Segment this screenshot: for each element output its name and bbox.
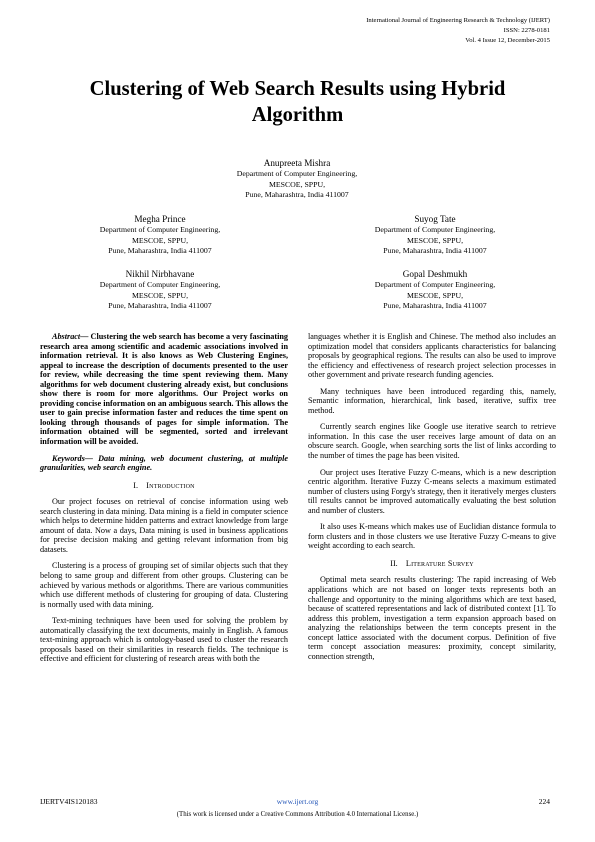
paragraph: Optimal meta search results clustering: The rapid increasing of Web applications which are not based on longer texts represents both an challenge and opportunity to the mining algorithms which are text based, because of scattered representations and lack of distributed context [1]. To address this problem, investigation a term expansion approach based on analyzing the relationships between the term concepts present in the concept lattice associated with the document corpus. Definition of five term concept association measures: proximity, concept similarity, connection strength, xyxy=(308,575,556,661)
paragraph: Text-mining techniques have been used for solving the problem by automatically classifying the text documents, mainly in English. A famous text-mining approach which is ontology-based used to cluster the research proposals based on their similarities in research fields. The technique is effective and efficient for clustering of research areas with both the xyxy=(40,616,288,664)
keywords-label: Keywords— xyxy=(52,453,93,463)
paragraph: Many techniques have been introduced regarding this, namely, Semantic information, hierarchical, link based, iterative, suffix tree method. xyxy=(308,386,556,415)
author-name: Megha Prince xyxy=(134,214,186,224)
paragraph: languages whether it is English and Chinese. The method also includes an optimization model that considers applicants characteristics for balancing proposals by geographical regions. The results can also be used to improve the efficiency and effectiveness of research project selection processes in other government and private research funding agencies. xyxy=(308,332,556,380)
author-dept: Department of Computer Engineering, xyxy=(374,225,496,234)
paragraph: Our project focuses on retrieval of concise information using web search clustering in data mining. Data mining is a field in computer science which helps to determine hidden patterns and extract knowledge from large amount of data. Now a days, Data mining is used in business applications for precise decision making and getting relevant information from big datasets. xyxy=(40,497,288,554)
author-dept: Department of Computer Engineering, xyxy=(236,169,358,178)
section-title: Introduction xyxy=(146,480,195,490)
author-name: Gopal Deshmukh xyxy=(402,269,468,279)
author-city: Pune, Maharashtra, India 411007 xyxy=(108,301,212,311)
author-city: Pune, Maharashtra, India 411007 xyxy=(383,246,487,256)
keywords xyxy=(40,454,288,473)
paragraph: Clustering is a process of grouping set of similar objects such that they belong to same group and different from other groups. Clustering can be achieved by various methods or algorithms. There are various communities which use different methods of clustering for grouping of data. Clustering is normally used with data mining. xyxy=(40,561,288,609)
author-college: MESCOE, SPPU, xyxy=(406,235,464,245)
license-note: (This work is licensed under a Creative Commons Attribution 4.0 International License.) xyxy=(176,811,419,818)
right-column xyxy=(308,332,556,661)
journal-url-link[interactable]: www.ijert.org xyxy=(276,797,319,806)
title-line-1: Clustering of Web Search Results using Hybrid xyxy=(89,78,506,100)
author-college: MESCOE, SPPU, xyxy=(131,290,189,300)
section-heading-introduction xyxy=(40,481,288,491)
author-college: MESCOE, SPPU, xyxy=(406,290,464,300)
author-dept: Department of Computer Engineering, xyxy=(99,225,221,234)
paragraph: Currently search engines like Google use iterative search to retrieve information. In this case the user receives large amount of data on an obscure search. Google, when searching sorts the list of links according to the number of times the page has been visited. xyxy=(308,422,556,461)
author-name: Nikhil Nirbhavane xyxy=(125,269,195,279)
section-number: II. xyxy=(390,558,398,568)
author-block-4 xyxy=(60,268,260,312)
page-number: 224 xyxy=(538,797,550,806)
paragraph: It also uses K-means which makes use of Euclidian distance formula to form clusters and in those clusters we use Iterative Fuzzy C-means to give weight according to each search. xyxy=(308,522,556,551)
author-college: MESCOE, SPPU, xyxy=(268,179,326,189)
author-block-1 xyxy=(197,157,397,201)
journal-name: International Journal of Engineering Research & Technology (IJERT) xyxy=(366,17,550,24)
title-line-2: Algorithm xyxy=(251,104,344,126)
author-dept: Department of Computer Engineering, xyxy=(374,280,496,289)
left-column xyxy=(40,332,288,664)
issn: ISSN: 2278-0181 xyxy=(503,27,550,34)
author-block-3 xyxy=(335,213,535,257)
author-name: Suyog Tate xyxy=(414,214,456,224)
author-block-2 xyxy=(60,213,260,257)
author-college: MESCOE, SPPU, xyxy=(131,235,189,245)
abstract-text: Clustering the web search has become a very fascinating research area among scientific and academic associations involved in information retrieval. It is also knows as Web Clustering Engines, appeal to increase the description of documents presented to the user for review, while decreasing the time spent reviewing them. Many algorithms for web document clustering already exist, but conclusions show there is room for more algorithms. Our Project works on providing concise information on an ambiguous search. This allows the user to gain precise information faster and reduces the time spent on looking through thousands of pages for simple information. The information obtained will be segmented, sorted and irrelevant information will be avoided. xyxy=(40,332,288,447)
section-heading-literature-survey xyxy=(308,559,556,569)
author-dept: Department of Computer Engineering, xyxy=(99,280,221,289)
volume-issue: Vol. 4 Issue 12, December-2015 xyxy=(465,37,550,44)
abstract xyxy=(40,332,288,447)
author-block-5 xyxy=(335,268,535,312)
paper-id: IJERTV4IS120183 xyxy=(40,797,98,806)
section-title: Literature Survey xyxy=(405,558,474,568)
author-city: Pune, Maharashtra, India 411007 xyxy=(383,301,487,311)
running-header xyxy=(366,16,550,46)
author-city: Pune, Maharashtra, India 411007 xyxy=(245,190,349,200)
author-name: Anupreeta Mishra xyxy=(263,158,331,168)
author-city: Pune, Maharashtra, India 411007 xyxy=(108,246,212,256)
paragraph: Our project uses Iterative Fuzzy C-means, which is a new description centric algorithm. Iterative Fuzzy C-means selects a maximum estimated number of clusters using Forgy's strategy, then it iteratively merges clusters till results cannot be improved automatically evaluating the best solution and number of clusters. xyxy=(308,467,556,515)
keywords-text: Data mining, web document clustering, at multiple granularities, web search engine. xyxy=(40,453,288,473)
abstract-label: Abstract— xyxy=(52,332,89,341)
section-number: I. xyxy=(133,480,139,490)
paper-title xyxy=(40,76,555,128)
